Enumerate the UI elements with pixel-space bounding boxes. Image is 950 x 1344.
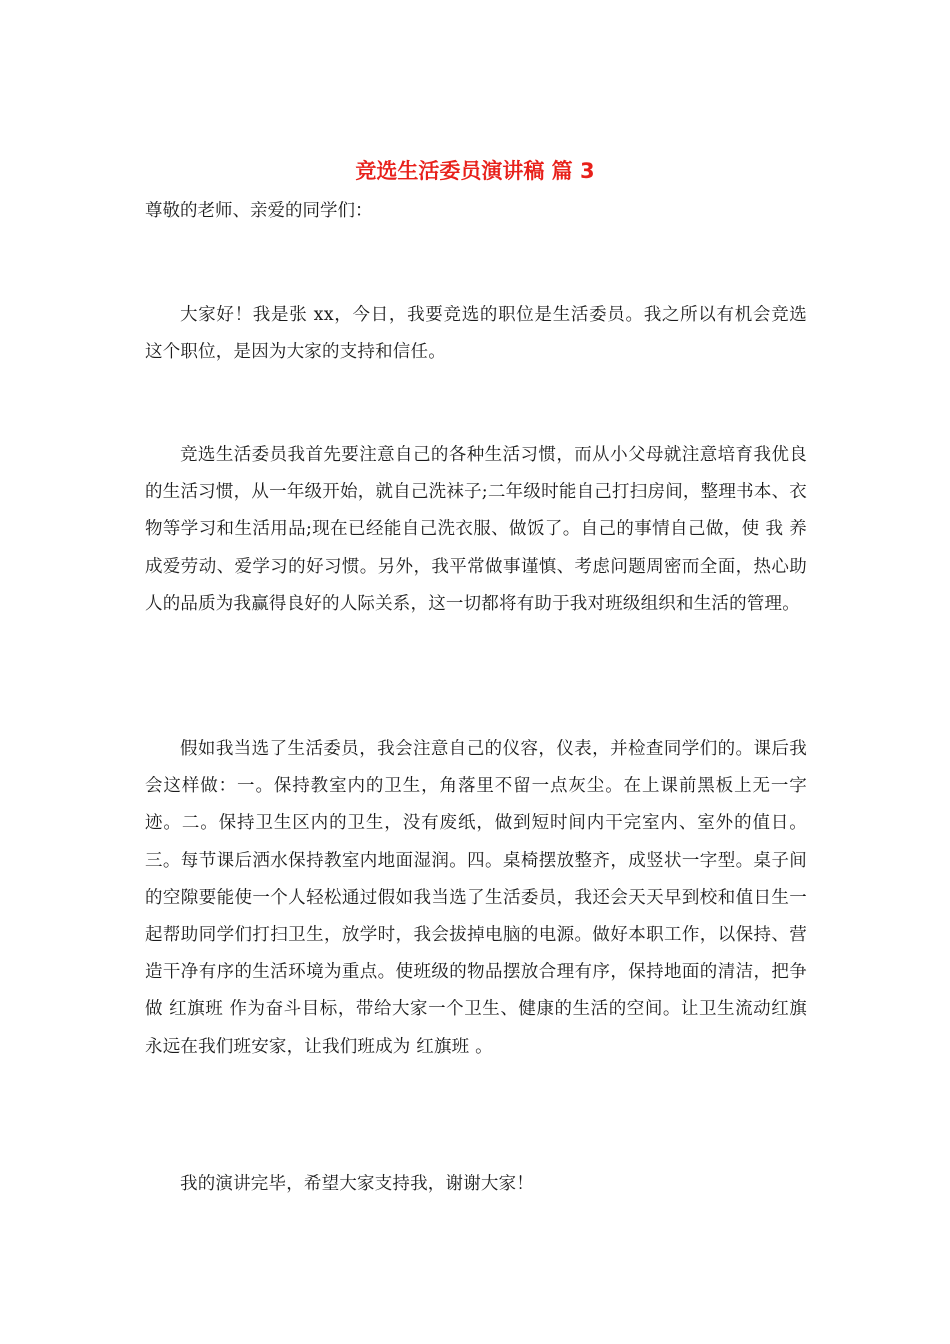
document-title: 竞选生活委员演讲稿 篇 3	[355, 159, 595, 183]
paragraph-introduction: 大家好！我是张 xx，今日，我要竞选的职位是生活委员。我之所以有机会竞选这个职位，是因为大家的支持和信任。	[145, 305, 807, 363]
paragraph-closing: 我的演讲完毕，希望大家支持我，谢谢大家！	[180, 1174, 534, 1194]
paragraph-habits: 竞选生活委员我首先要注意自己的各种生活习惯，而从小父母就注意培育我优良的生活习惯，从一年级开始，就自己洗袜子;二年级时能自己打扫房间，整理书本、衣物等学习和生活用品;现在已经能自己洗衣服、做饭了。自己的事情自己做，使 我 养成爱劳动、爱学习的好习惯。另外，我平常做事谨慎、考虑问题周密而全面，热心助人的品质为我赢得良好的人际关系，这一切都将有助于我对班级组织和生活的管理。	[145, 445, 807, 614]
salutation: 尊敬的老师、亲爱的同学们：	[145, 201, 373, 221]
paragraph-plans: 假如我当选了生活委员，我会注意自己的仪容，仪表，并检查同学们的。课后我会这样做：一。保持教室内的卫生，角落里不留一点灰尘。在上课前黑板上无一字迹。二。保持卫生区内的卫生，没有废纸，做到短时间内干完室内、室外的值日。三。每节课后洒水保持教室内地面湿润。四。桌椅摆放整齐，成竖状一字型。桌子间的空隙要能使一个人轻松通过假如我当选了生活委员，我还会天天早到校和值日生一起帮助同学们打扫卫生，放学时，我会拔掉电脑的电源。做好本职工作，以保持、营造干净有序的生活环境为重点。使班级的物品摆放合理有序，保持地面的清洁，把争做 红旗班 作为奋斗目标，带给大家一个卫生、健康的生活的空间。让卫生流动红旗永远在我们班安家，让我们班成为 红旗班 。	[145, 739, 807, 1057]
